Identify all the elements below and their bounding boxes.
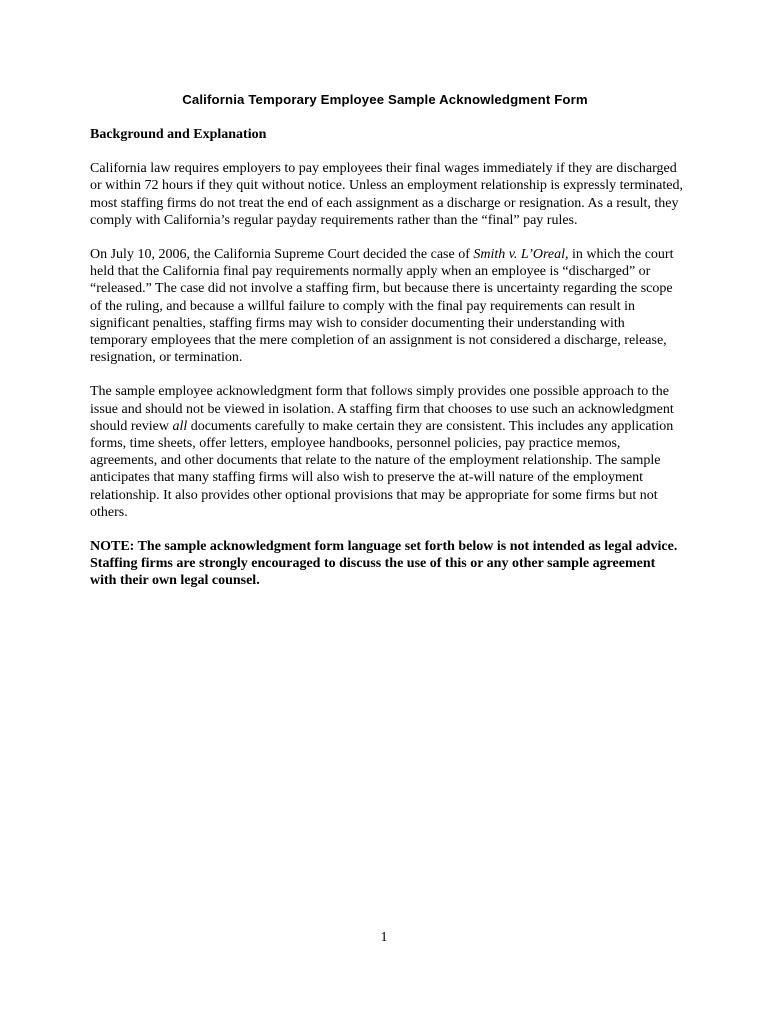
paragraph-text: On July 10, 2006, the California Supreme Court decided the case of xyxy=(90,247,474,263)
paragraph-text: The sample employee acknowledgment form that follows simply provides one possible approach to the issue and should not be viewed in isolation. A staffing firm that chooses to use such an acknowledgment should review xyxy=(90,384,674,434)
page-number: 1 xyxy=(380,930,388,945)
paragraph-smith-v-loreal xyxy=(90,246,683,366)
document-title: California Temporary Employee Sample Acknowledgment Form xyxy=(182,92,588,107)
emphasis-all: all xyxy=(172,418,188,434)
section-heading: Background and Explanation xyxy=(90,127,267,142)
document-body xyxy=(90,126,683,607)
paragraph-sample-form xyxy=(90,383,683,521)
paragraph-final-wages: California law requires employers to pay employees their final wages immediately if they are discharged or within 72 hours if they quit without notice. Unless an employment relationship is expressly terminated, most staffing firms do not treat the end of each assignment as a discharge or resignation. As a result, they comply with California’s regular payday requirements rather than the “final” pay rules. xyxy=(90,161,683,228)
paragraph-text: documents carefully to make certain they are consistent. This includes any application forms, time sheets, offer letters, employee handbooks, personnel policies, pay practice memos, agreements, and other documents that relate to the nature of the employment relationship. The sample anticipates that many staffing firms will also wish to preserve the at-will nature of the employment relationship. It also provides other optional provisions that may be appropriate for some firms but not others. xyxy=(90,418,674,520)
paragraph-text: in which the court held that the California final pay requirements normally apply when an employee is “discharged” or “released.” The case did not involve a staffing firm, but because there is uncertainty regarding the scope of the ruling, and because a willful failure to comply with the final pay requirements can result in significant penalties, staffing firms may wish to consider documenting their understanding with temporary employees that the mere completion of an assignment is not considered a discharge, release, resignation, or termination. xyxy=(90,247,674,366)
case-name: Smith v. L’Oreal, xyxy=(473,247,569,263)
legal-note: NOTE: The sample acknowledgment form language set forth below is not intended as legal advice. Staffing firms are strongly encouraged to discuss the use of this or any other sample agreement with their own legal counsel. xyxy=(90,539,678,589)
